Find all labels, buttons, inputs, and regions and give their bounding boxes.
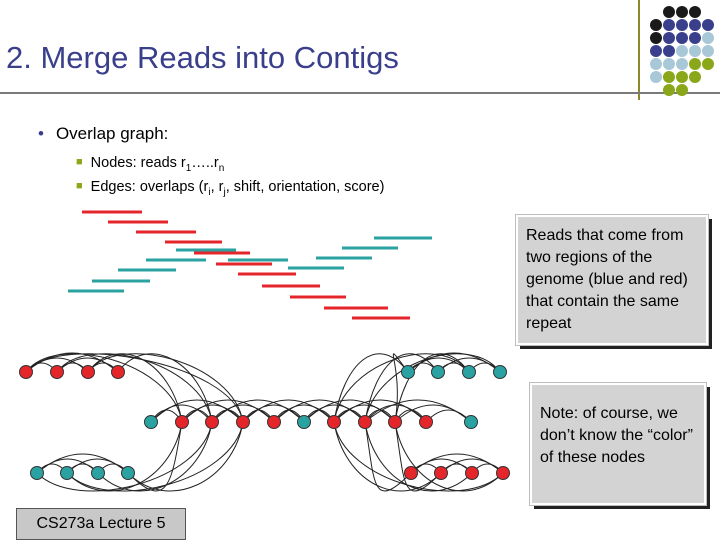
node-blue <box>31 467 44 480</box>
node-red <box>466 467 479 480</box>
graph-edge <box>182 400 274 422</box>
node-blue <box>494 366 507 379</box>
nodes-sub-n: n <box>218 162 225 174</box>
footer-lecture-label: CS273a Lecture 5 <box>16 508 186 540</box>
reads-lines <box>68 212 432 318</box>
node-blue <box>61 467 74 480</box>
node-red <box>206 416 219 429</box>
node-red <box>420 416 433 429</box>
node-red <box>20 366 33 379</box>
node-blue <box>122 467 135 480</box>
node-red <box>389 416 402 429</box>
graph-edge <box>98 422 212 491</box>
node-red <box>497 467 510 480</box>
node-red <box>435 467 448 480</box>
node-blue <box>465 416 478 429</box>
graph-edge <box>365 422 472 491</box>
graph-edge <box>274 400 365 422</box>
graph-edge <box>334 422 503 491</box>
nodes-text: Nodes: reads r <box>90 155 186 171</box>
note-callout-text: Note: of course, we don’t know the “color” of these nodes <box>540 405 693 466</box>
node-blue <box>92 467 105 480</box>
node-blue <box>463 366 476 379</box>
nodes-mid: …..r <box>191 155 219 171</box>
graph-edge <box>67 422 243 491</box>
graph-edge <box>26 354 182 422</box>
slide-title: 2. Merge Reads into Contigs <box>6 40 399 75</box>
edges-suffix: , shift, orientation, score) <box>225 179 385 195</box>
node-red <box>112 366 125 379</box>
node-red <box>359 416 372 429</box>
graph-edge <box>212 400 304 422</box>
edges-sub-i: i <box>208 186 211 198</box>
graph-edge <box>57 354 212 422</box>
nodes-sub-1: 1 <box>185 162 192 174</box>
node-blue <box>145 416 158 429</box>
graph-edge <box>395 422 441 491</box>
square-bullet-icon: ■ <box>76 156 83 168</box>
graph-edge <box>151 400 243 422</box>
graph-edge <box>334 422 441 491</box>
graph-edge <box>128 422 243 491</box>
bullet-dot-icon: • <box>38 124 44 143</box>
node-red <box>176 416 189 429</box>
node-blue <box>298 416 311 429</box>
edges-sub-j: j <box>223 186 226 198</box>
node-red <box>268 416 281 429</box>
graph-edge <box>243 400 334 422</box>
node-blue <box>432 366 445 379</box>
node-red <box>405 467 418 480</box>
graph-nodes <box>20 366 510 480</box>
graph-edge <box>88 354 182 422</box>
square-bullet-icon: ■ <box>76 180 83 192</box>
note-callout-box <box>530 383 706 505</box>
edges-mid: , r <box>210 179 224 195</box>
edges-text: Edges: overlaps (r <box>90 179 209 195</box>
graph-edge <box>118 354 212 422</box>
graph-edge <box>365 422 411 491</box>
node-red <box>237 416 250 429</box>
graph-edge <box>88 354 243 422</box>
bullet-text: Overlap graph: <box>55 124 169 143</box>
reads-callout-text: Reads that come from two regions of the genome (blue and red) that contain the same repeat <box>526 227 688 332</box>
reads-callout-box <box>516 215 708 345</box>
graph-edge <box>395 422 503 491</box>
node-red <box>328 416 341 429</box>
graph-edge <box>37 422 212 491</box>
graph-edge <box>67 422 182 491</box>
node-blue <box>402 366 415 379</box>
graph-edge <box>26 354 243 422</box>
node-red <box>82 366 95 379</box>
node-red <box>51 366 64 379</box>
